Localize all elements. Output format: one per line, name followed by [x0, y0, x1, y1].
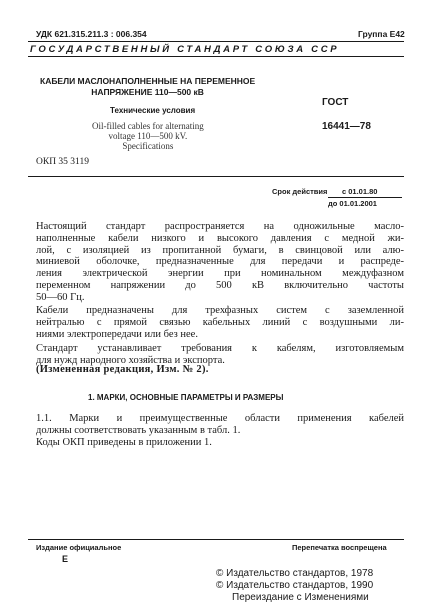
text-line: для нужд народного хозяйства и экспорта.: [36, 354, 225, 366]
text-line: Настоящий стандарт распространяется на одножильные масло-: [36, 221, 404, 232]
amendment-note: [36, 364, 404, 376]
text-line: переменном напряжении до 500 кВ включительно частоты: [36, 279, 404, 291]
copyright-1978: © Издательство стандартов, 1978: [216, 568, 374, 579]
validity-to: до 01.01.2001: [328, 199, 377, 208]
document-title: [40, 76, 255, 98]
udk-code: УДК 621.315.211.3 : 006.354: [36, 29, 147, 39]
title-line-2: НАПРЯЖЕНИЕ 110—500 кВ: [91, 87, 204, 97]
gost-label: ГОСТ: [322, 97, 349, 108]
top-rule: [28, 41, 404, 42]
copyright-1990: © Издательство стандартов, 1990: [216, 580, 374, 591]
text-line: миниевой оболочке, предназначенные для передачи и распреде-: [36, 256, 404, 268]
english-title: [92, 121, 204, 151]
text-line: Коды ОКП приведены в приложении 1.: [36, 437, 212, 448]
clause-1-1: [36, 413, 404, 437]
text-line: наполненные кабели низкого и высокого давления с медной жи-: [36, 232, 404, 244]
text-line: Кабели предназначены для трехфазных систем с заземленной: [36, 305, 404, 316]
footer-rule: [28, 539, 404, 540]
validity-from: с 01.01.80: [342, 187, 378, 196]
top-rule-secondary: [28, 56, 404, 57]
text-line: 1.1. Марки и преимущественные области применения кабелей: [36, 413, 404, 424]
standard-name: ГОСУДАРСТВЕННЫЙ СТАНДАРТ СОЮЗА ССР: [30, 44, 340, 55]
text-line: ниями электропередачи или без нее.: [36, 328, 198, 340]
text-line: (Измененная редакция, Изм. № 2).: [36, 364, 209, 375]
text-line: должны соответствовать указанным в табл. 1.: [36, 424, 241, 436]
text-line: нейтралью с прямой связью кабельных линий с воздушными ли-: [36, 316, 404, 328]
purpose-paragraph: [36, 305, 404, 340]
english-title-line-2: voltage 110—500 kV.: [108, 131, 188, 141]
text-line: ления электрической энергии при номинальном междуфазном: [36, 268, 404, 280]
document-subtitle: Технические условия: [110, 106, 196, 115]
group-code: Группа Е42: [358, 29, 405, 39]
english-title-line-3: Specifications: [122, 141, 174, 151]
section-title: 1. МАРКИ, ОСНОВНЫЕ ПАРАМЕТРЫ И РАЗМЕРЫ: [88, 393, 284, 402]
text-line: 50—60 Гц.: [36, 291, 85, 303]
validity-divider: [328, 197, 402, 198]
okp-code: ОКП 35 3119: [36, 157, 89, 167]
reprint-forbidden-label: Перепечатка воспрещена: [292, 543, 387, 552]
scope-paragraph: [36, 221, 404, 304]
validity-label: Срок действия: [272, 187, 328, 196]
text-line: Стандарт устанавливает требования к кабелям, изготовляемым: [36, 343, 404, 354]
title-block-rule: [28, 176, 404, 177]
text-line: лой, с изоляцией из пропитанной бумаги, в свинцовой или алю-: [36, 244, 404, 256]
okp-codes-note: [36, 437, 404, 449]
reissue-note: Переиздание с Изменениями: [232, 592, 369, 603]
edition-letter: Е: [62, 554, 69, 564]
english-title-line-1: Oil-filled cables for alternating: [92, 121, 204, 131]
gost-number: 16441—78: [322, 121, 371, 132]
title-line-1: КАБЕЛИ МАСЛОНАПОЛНЕННЫЕ НА ПЕРЕМЕННОЕ: [40, 76, 256, 86]
official-edition-label: Издание официальное: [36, 543, 122, 552]
